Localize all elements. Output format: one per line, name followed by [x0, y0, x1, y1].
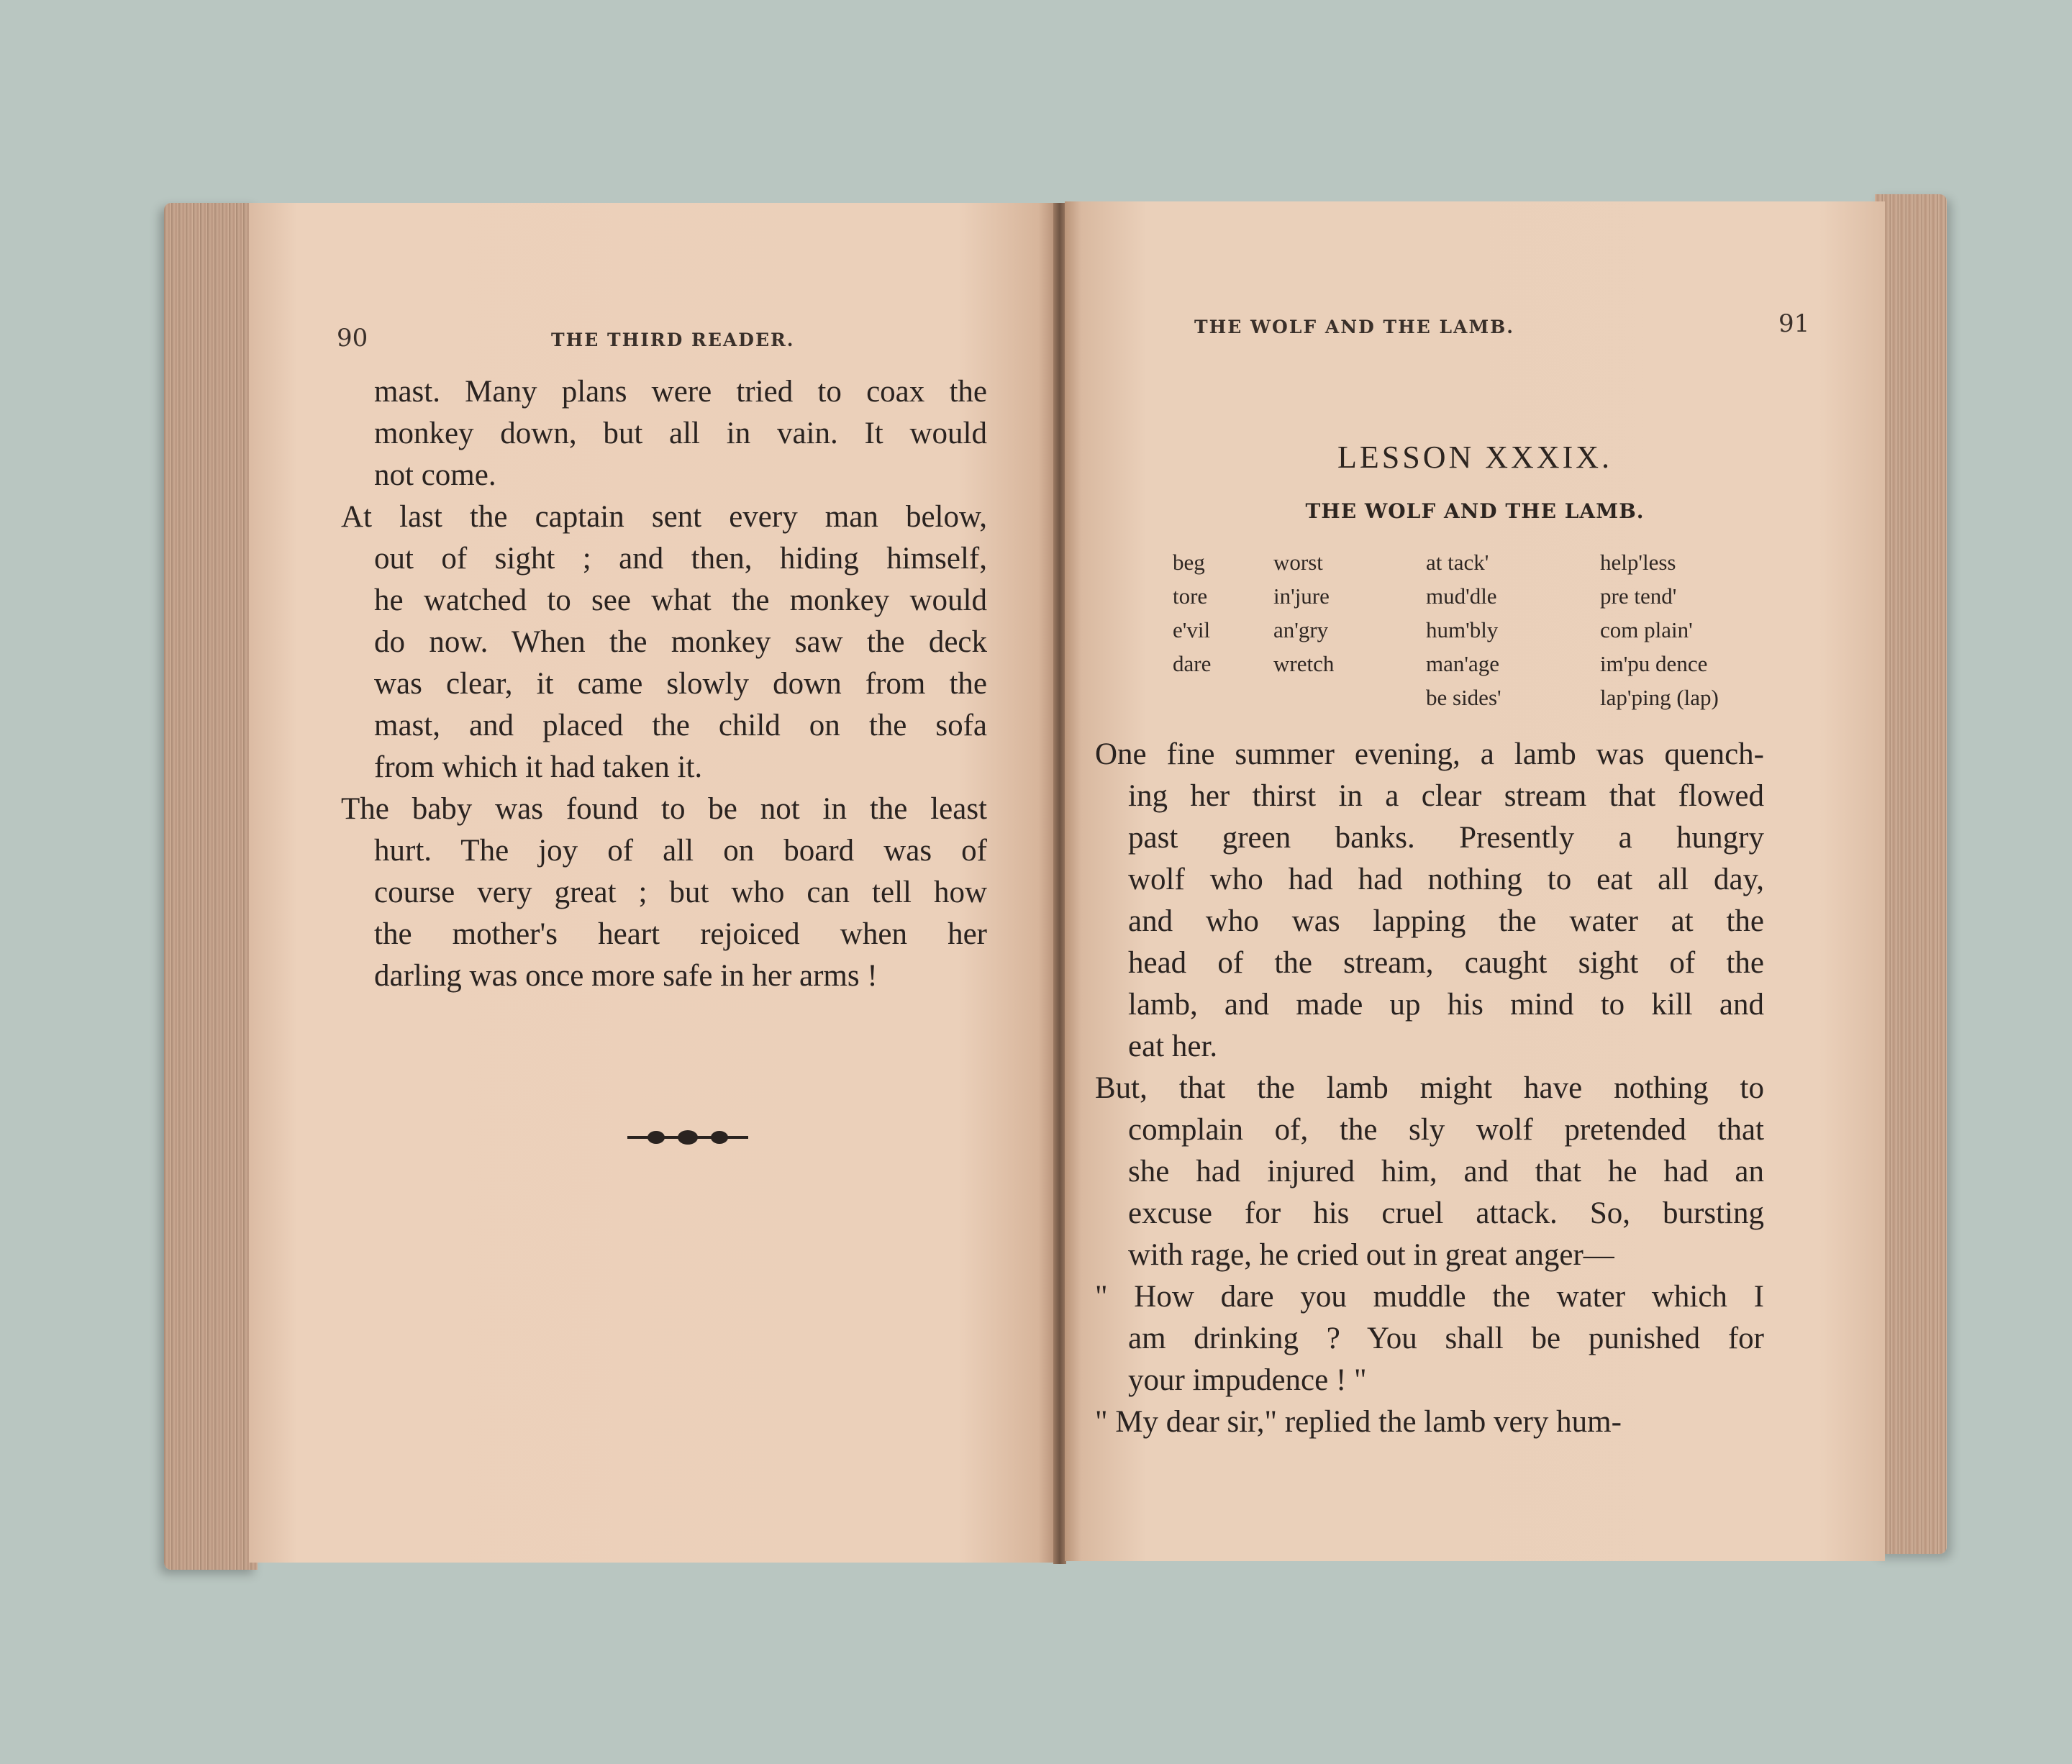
vocabulary-word: help'less — [1600, 550, 1676, 575]
text-line: course very great ; but who can tell how — [374, 876, 987, 909]
paragraph — [341, 371, 987, 496]
vocabulary-column — [1426, 545, 1501, 714]
text-line: am drinking ? You shall be punished for — [1128, 1322, 1764, 1355]
vocabulary-word: mud'dle — [1426, 583, 1497, 609]
vocabulary-list — [1173, 545, 1820, 732]
vocabulary-word: at tack' — [1426, 550, 1489, 575]
vocabulary-word: dare — [1173, 651, 1212, 676]
lesson-title: LESSON XXXIX. — [1337, 440, 1612, 475]
section-divider-ornament — [623, 1127, 753, 1148]
text-line: hurt. The joy of all on board was of — [374, 834, 987, 868]
paragraph — [341, 788, 987, 997]
page-edges-left — [164, 203, 258, 1570]
paragraph — [1095, 1276, 1764, 1401]
text-line: he watched to see what the monkey would — [374, 583, 987, 617]
vocabulary-word: worst — [1273, 550, 1323, 575]
text-line: eat her. — [1128, 1029, 1218, 1063]
left-body-text — [341, 371, 987, 997]
right-body-text — [1095, 734, 1764, 1443]
vocabulary-word: com plain' — [1600, 617, 1693, 642]
text-line: But, that the lamb might have nothing to — [1095, 1071, 1764, 1105]
vocabulary-word: be sides' — [1426, 685, 1501, 710]
text-line: the mother's heart rejoiced when her — [374, 917, 987, 951]
text-line: complain of, the sly wolf pretended that — [1128, 1113, 1764, 1147]
vocabulary-word: pre tend' — [1600, 583, 1677, 609]
vocabulary-word: lap'ping (lap) — [1600, 685, 1719, 710]
paragraph — [1095, 734, 1764, 1068]
text-line: out of sight ; and then, hiding himself, — [374, 542, 987, 576]
left-page — [249, 203, 1055, 1563]
text-line: was clear, it came slowly down from the — [374, 667, 987, 701]
text-line: One fine summer evening, a lamb was quench- — [1095, 737, 1764, 771]
text-line: The baby was found to be not in the least — [341, 792, 987, 826]
vocabulary-column — [1173, 545, 1211, 681]
text-line: At last the captain sent every man below, — [341, 500, 987, 534]
text-line: your impudence ! " — [1128, 1363, 1367, 1397]
text-line: monkey down, but all in vain. It would — [374, 417, 987, 450]
vocabulary-column — [1600, 545, 1719, 714]
text-line: lamb, and made up his mind to kill and — [1128, 988, 1764, 1022]
text-line: head of the stream, caught sight of the — [1128, 946, 1764, 980]
text-line: ing her thirst in a clear stream that flowed — [1128, 779, 1764, 813]
text-line: past green banks. Presently a hungry — [1128, 821, 1764, 855]
vocabulary-word: hum'bly — [1426, 617, 1499, 642]
text-line: " How dare you muddle the water which I — [1095, 1280, 1764, 1314]
page-number-right: 91 — [1778, 309, 1810, 338]
vocabulary-word: man'age — [1426, 651, 1499, 676]
vocabulary-word: tore — [1173, 583, 1208, 609]
text-line: mast. Many plans were tried to coax the — [374, 375, 987, 409]
text-line: and who was lapping the water at the — [1128, 904, 1764, 938]
running-head-right: THE WOLF AND THE LAMB. — [1194, 317, 1514, 337]
paragraph — [341, 496, 987, 788]
running-head-left: THE THIRD READER. — [551, 329, 795, 350]
vocabulary-word: in'jure — [1273, 583, 1330, 609]
paragraph — [1095, 1068, 1764, 1276]
vocabulary-word: an'gry — [1273, 617, 1329, 642]
text-line: wolf who had had nothing to eat all day, — [1128, 863, 1764, 896]
text-line: " My dear sir," replied the lamb very hum- — [1095, 1405, 1622, 1439]
text-line: excuse for his cruel attack. So, bursting — [1128, 1196, 1764, 1230]
lesson-subtitle: THE WOLF AND THE LAMB. — [1305, 499, 1645, 523]
vocabulary-column — [1273, 545, 1334, 681]
text-line: she had injured him, and that he had an — [1128, 1155, 1764, 1188]
text-line: mast, and placed the child on the sofa — [374, 709, 987, 742]
text-line: from which it had taken it. — [374, 750, 703, 784]
open-book — [164, 194, 1947, 1576]
vocabulary-word: im'pu dence — [1600, 651, 1708, 676]
text-line: darling was once more safe in her arms ! — [374, 959, 878, 993]
page-number-left: 90 — [337, 324, 368, 353]
text-line: not come. — [374, 458, 496, 492]
text-line: with rage, he cried out in great anger— — [1128, 1238, 1614, 1272]
page-edges-right — [1875, 194, 1947, 1554]
vocabulary-word: beg — [1173, 550, 1205, 575]
paragraph — [1095, 1401, 1764, 1443]
vocabulary-word: e'vil — [1173, 617, 1211, 642]
vocabulary-word: wretch — [1273, 651, 1335, 676]
right-page — [1065, 201, 1885, 1561]
text-line: do now. When the monkey saw the deck — [374, 625, 987, 659]
